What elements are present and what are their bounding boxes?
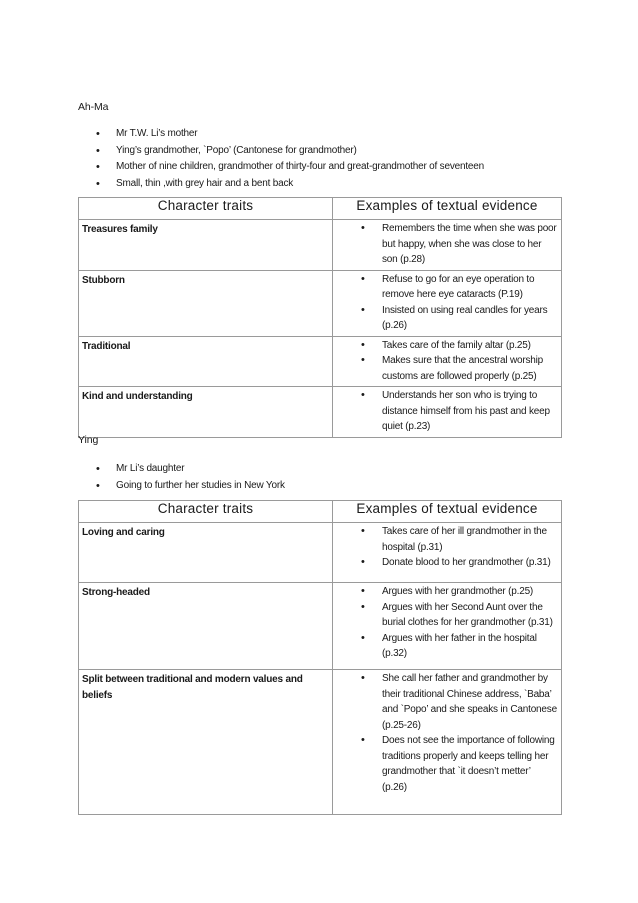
ying-bullet-list	[96, 461, 285, 494]
evidence-cell	[333, 270, 562, 336]
evidence-item: • Takes care of the family altar (p.25)	[333, 338, 557, 354]
column-header-traits: Character traits	[79, 501, 333, 523]
table-row	[79, 583, 562, 670]
list-item: • Mr T.W. Li’s mother	[96, 126, 484, 143]
evidence-item: • Understands her son who is trying to distance himself from his past and keep quiet (p.23)	[333, 388, 557, 435]
list-item: • Ying’s grandmother, `Popo’ (Cantonese for grandmother)	[96, 143, 484, 160]
evidence-cell	[333, 583, 562, 670]
evidence-cell	[333, 670, 562, 815]
evidence-item: • She call her father and grandmother by their traditional Chinese address, `Baba’ and `Popo’ and she speaks in Cantonese (p.25-26)	[333, 671, 557, 733]
table-row	[79, 270, 562, 336]
trait-cell: Split between traditional and modern values and beliefs	[79, 670, 333, 815]
evidence-cell	[333, 387, 562, 438]
ah-ma-bullet-list	[96, 126, 484, 192]
table-row	[79, 387, 562, 438]
evidence-cell	[333, 220, 562, 271]
trait-cell: Loving and caring	[79, 523, 333, 583]
table-header-row	[79, 198, 562, 220]
list-item: • Mr Li’s daughter	[96, 461, 285, 478]
trait-cell: Treasures family	[79, 220, 333, 271]
evidence-item: • Argues with her Second Aunt over the burial clothes for her grandmother (p.31)	[333, 600, 557, 631]
evidence-item: • Does not see the importance of following traditions properly and keeps telling her grandmother that `it doesn’t metter’ (p.26)	[333, 733, 557, 795]
trait-cell: Kind and understanding	[79, 387, 333, 438]
section-heading-ah-ma: Ah-Ma	[78, 101, 109, 113]
column-header-evidence: Examples of textual evidence	[333, 198, 562, 220]
trait-cell: Stubborn	[79, 270, 333, 336]
evidence-item: • Donate blood to her grandmother (p.31)	[333, 555, 557, 571]
evidence-cell	[333, 336, 562, 387]
trait-cell: Traditional	[79, 336, 333, 387]
list-item: • Going to further her studies in New York	[96, 478, 285, 495]
section-heading-ying: Ying	[78, 434, 99, 446]
ah-ma-traits-table	[78, 197, 562, 438]
column-header-evidence: Examples of textual evidence	[333, 501, 562, 523]
column-header-traits: Character traits	[79, 198, 333, 220]
evidence-cell	[333, 523, 562, 583]
evidence-item: • Refuse to go for an eye operation to remove here eye cataracts (P.19)	[333, 272, 557, 303]
table-row	[79, 670, 562, 815]
evidence-item: • Argues with her father in the hospital (p.32)	[333, 631, 557, 662]
evidence-item: • Argues with her grandmother (p.25)	[333, 584, 557, 600]
trait-cell: Strong-headed	[79, 583, 333, 670]
table-row	[79, 523, 562, 583]
list-item: • Mother of nine children, grandmother of thirty-four and great-grandmother of seventeen	[96, 159, 484, 176]
evidence-item: • Remembers the time when she was poor but happy, when she was close to her son (p.28)	[333, 221, 557, 268]
table-row	[79, 220, 562, 271]
evidence-item: • Insisted on using real candles for years (p.26)	[333, 303, 557, 334]
table-row	[79, 336, 562, 387]
evidence-item: • Takes care of her ill grandmother in the hospital (p.31)	[333, 524, 557, 555]
table-header-row	[79, 501, 562, 523]
ying-traits-table	[78, 500, 562, 815]
evidence-item: • Makes sure that the ancestral worship customs are followed properly (p.25)	[333, 353, 557, 384]
list-item: • Small, thin ,with grey hair and a bent back	[96, 176, 484, 193]
